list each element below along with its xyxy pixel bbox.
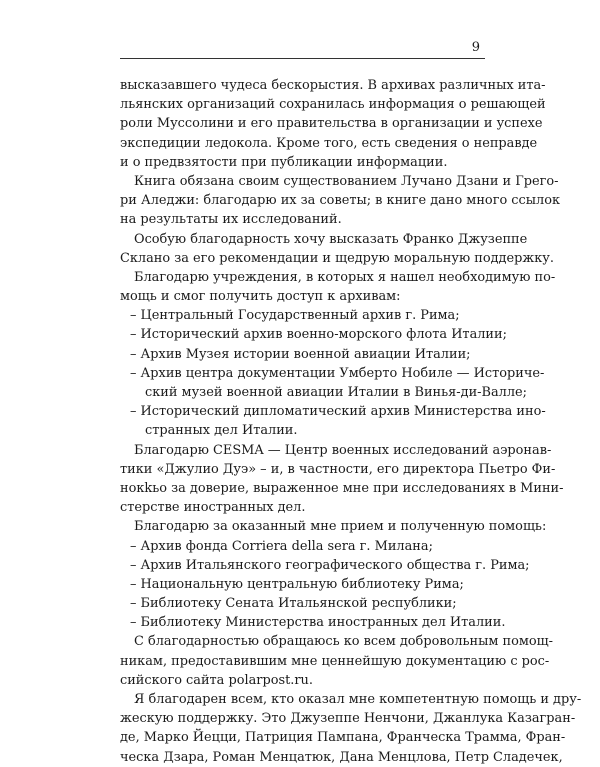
- text-line: мощь и смог получить доступ к архивам:: [120, 289, 401, 305]
- text-line: – Национальную центральную библиотеку Рима;: [130, 576, 464, 592]
- text-line: Я благодарен всем, кто оказал мне компетентную помощь и дру-: [134, 692, 582, 707]
- text-line: Особую благодарность хочу высказать Франко Джузеппе: [134, 231, 528, 247]
- body-text: [120, 76, 582, 767]
- text-line: – Исторический дипломатический архив Министерства ино-: [130, 404, 546, 420]
- text-line: сийского сайта polarpost.ru.: [120, 672, 313, 688]
- text-line: Благодарю за оказанный мне прием и полученную помощь:: [134, 519, 547, 535]
- text-line: ческа Дзара, Роман Менцатюк, Дана Менцлова, Петр Сладечек,: [120, 749, 563, 765]
- text-line: Благодарю учреждения, в которых я нашел необходимую по-: [134, 269, 556, 285]
- text-line: де, Марко Йецци, Патриция Пампана, Франческа Трамма, Фран-: [120, 730, 566, 746]
- text-line: странных дел Италии.: [145, 423, 298, 439]
- text-line: ский музей военной авиации Италии в Винья-ди-Валле;: [145, 385, 528, 400]
- text-line: – Архив Итальянского географического общества г. Рима;: [130, 557, 530, 573]
- text-line: Книга обязана своим существованием Лучано Дзани и Грего-: [134, 173, 559, 189]
- text-line: – Библиотеку Сената Итальянской республики;: [130, 596, 457, 612]
- text-line: – Исторический архив военно-морского флота Италии;: [130, 327, 507, 343]
- text-line: стерстве иностранных дел.: [120, 500, 306, 516]
- text-line: и о предвзятости при публикации информации.: [120, 154, 448, 170]
- text-line: нокkьо за доверие, выраженное мне при исследованиях в Мини-: [120, 480, 564, 496]
- text-line: С благодарностью обращаюсь ко всем добровольным помощ-: [134, 634, 554, 650]
- text-line: ри Аледжи: благодарю их за советы; в книге дано много ссылок: [120, 193, 561, 209]
- text-line: Склано за его рекомендации и щедрую моральную поддержку.: [120, 250, 554, 266]
- text-line: – Центральный Государственный архив г. Рима;: [130, 308, 460, 324]
- text-line: – Архив центра документации Умберто Нобиле — Историче-: [130, 365, 545, 381]
- text-line: экспедиции ледокола. Кроме того, есть сведения о неправде: [120, 135, 538, 151]
- text-line: высказавшего чудеса бескорыстия. В архивах различных ита-: [120, 78, 546, 93]
- text-line: льянских организаций сохранилась информация о решающей: [120, 97, 546, 113]
- header-rule: [120, 58, 485, 59]
- text-line: жескую поддержку. Это Джузеппе Ненчони, Джанлука Казагран-: [120, 711, 576, 727]
- text-line: тики «Джулио Дуэ» – и, в частности, его директора Пьетро Фи-: [120, 461, 556, 477]
- text-line: Благодарю CESMA — Центр военных исследований аэронав-: [134, 442, 552, 458]
- text-line: – Архив фонда Corriera della sera г. Милана;: [130, 538, 433, 554]
- text-line: никам, предоставившим мне ценнейшую документацию с рос-: [120, 653, 550, 669]
- text-line: на результаты их исследований.: [120, 212, 342, 228]
- page-number: 9: [471, 40, 480, 55]
- text-line: – Архив Музея истории военной авиации Италии;: [130, 346, 471, 362]
- text-line: роли Муссолини и его правительства в организации и успехе: [120, 116, 543, 132]
- text-line: – Библиотеку Министерства иностранных дел Италии.: [130, 615, 506, 631]
